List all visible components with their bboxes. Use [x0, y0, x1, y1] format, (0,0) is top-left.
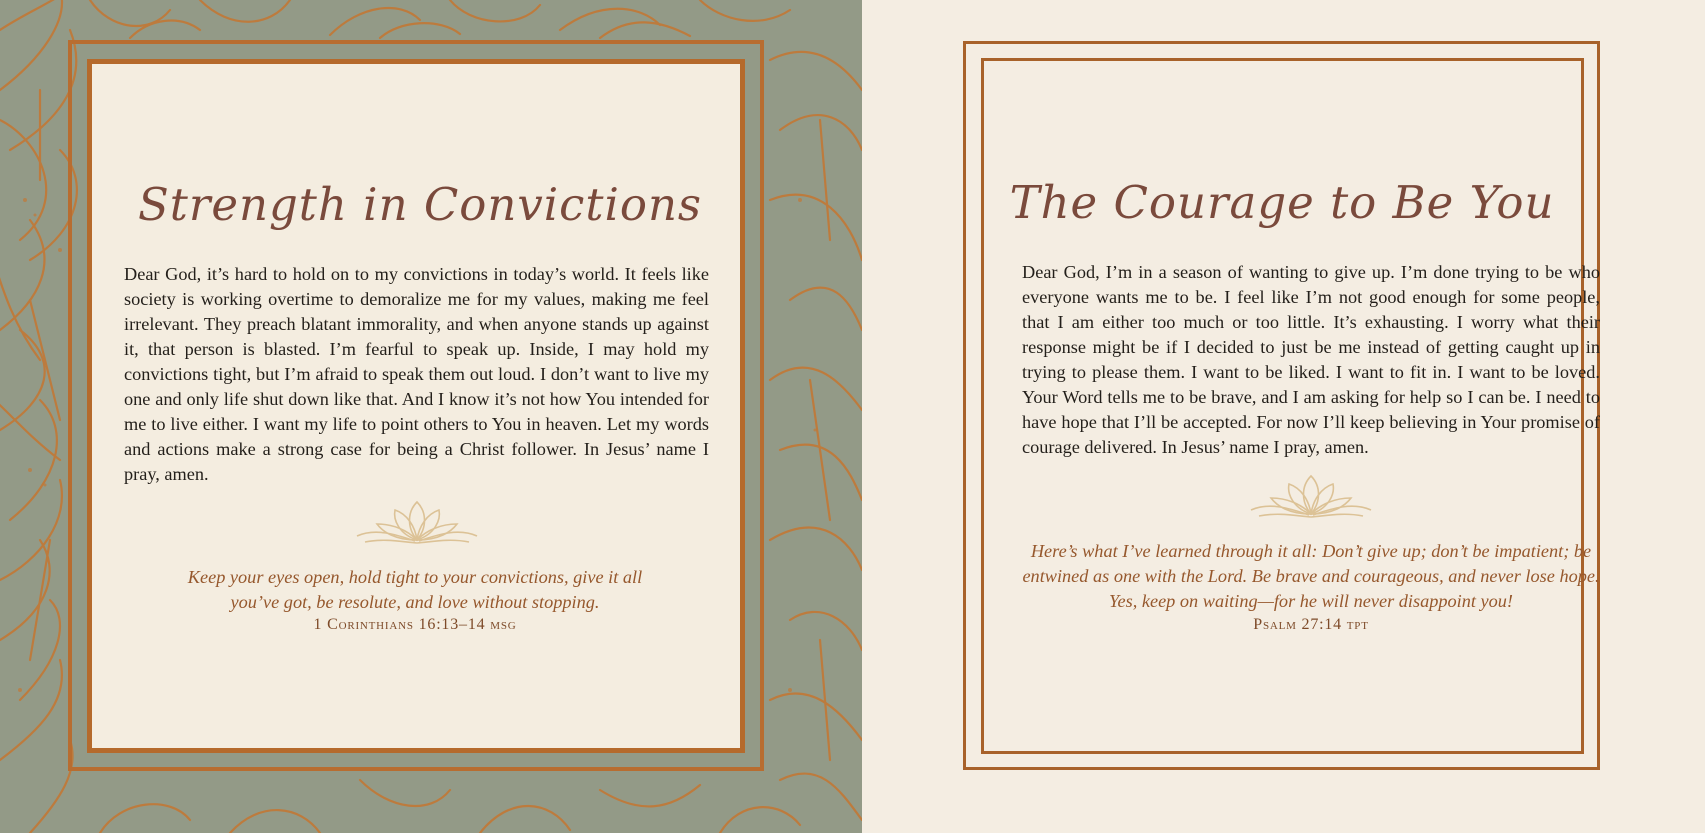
- right-title: The Courage to Be You: [1009, 176, 1555, 229]
- left-scripture-reference: 1 Corinthians 16:13–14 msg: [313, 616, 517, 633]
- right-prayer: Dear God, I’m in a season of wanting to give up. I’m done trying to be who everyone wants me to be. I feel like I’m not good enough for some people, that I am either too much or too little. It’s exhausting. I worry what their response might be if I decided to just be me instead of getting caught up in trying to please them. I want to be liked. I want to fit in. I want to be loved. Your Word tells me to be brave, and I am asking for help so I can be. I need to have hope that I’ll be accepted. For now I’ll keep believing in Your promise of courage delivered. In Jesus’ name I pray, amen.: [1022, 262, 1600, 457]
- right-scripture-verse: Here’s what I’ve learned through it all: Don’t give up; don’t be impatient; be entwined as one with the Lord. Be brave and courageous, and never lose hope. Yes, keep on waiting—for he will never disappoint you!: [1022, 541, 1600, 611]
- right-page: [862, 0, 1705, 833]
- right-scripture-reference: Psalm 27:14 tpt: [1253, 616, 1369, 633]
- left-title: Strength in Convictions: [137, 178, 703, 231]
- lotus-icon: [1249, 472, 1373, 520]
- left-prayer: Dear God, it’s hard to hold on to my convictions in today’s world. It feels like society is working overtime to demoralize me for my values, making me feel irrelevant. They preach blatant immorality, and when anyone stands up against it, that person is blasted. I’m fearful to speak up. Inside, I may hold my convictions tight, but I’m afraid to speak them out loud. I don’t want to live my one and only life shut down like that. And I know it’s not how You intended for me to live either. I want my life to point others to You in heaven. Let my words and actions make a strong case for being a Christ follower. In Jesus’ name I pray, amen.: [124, 264, 709, 484]
- left-scripture-verse: Keep your eyes open, hold tight to your convictions, give it all you’ve got, be resolute, and love without stopping.: [187, 567, 643, 612]
- lotus-icon: [355, 498, 479, 546]
